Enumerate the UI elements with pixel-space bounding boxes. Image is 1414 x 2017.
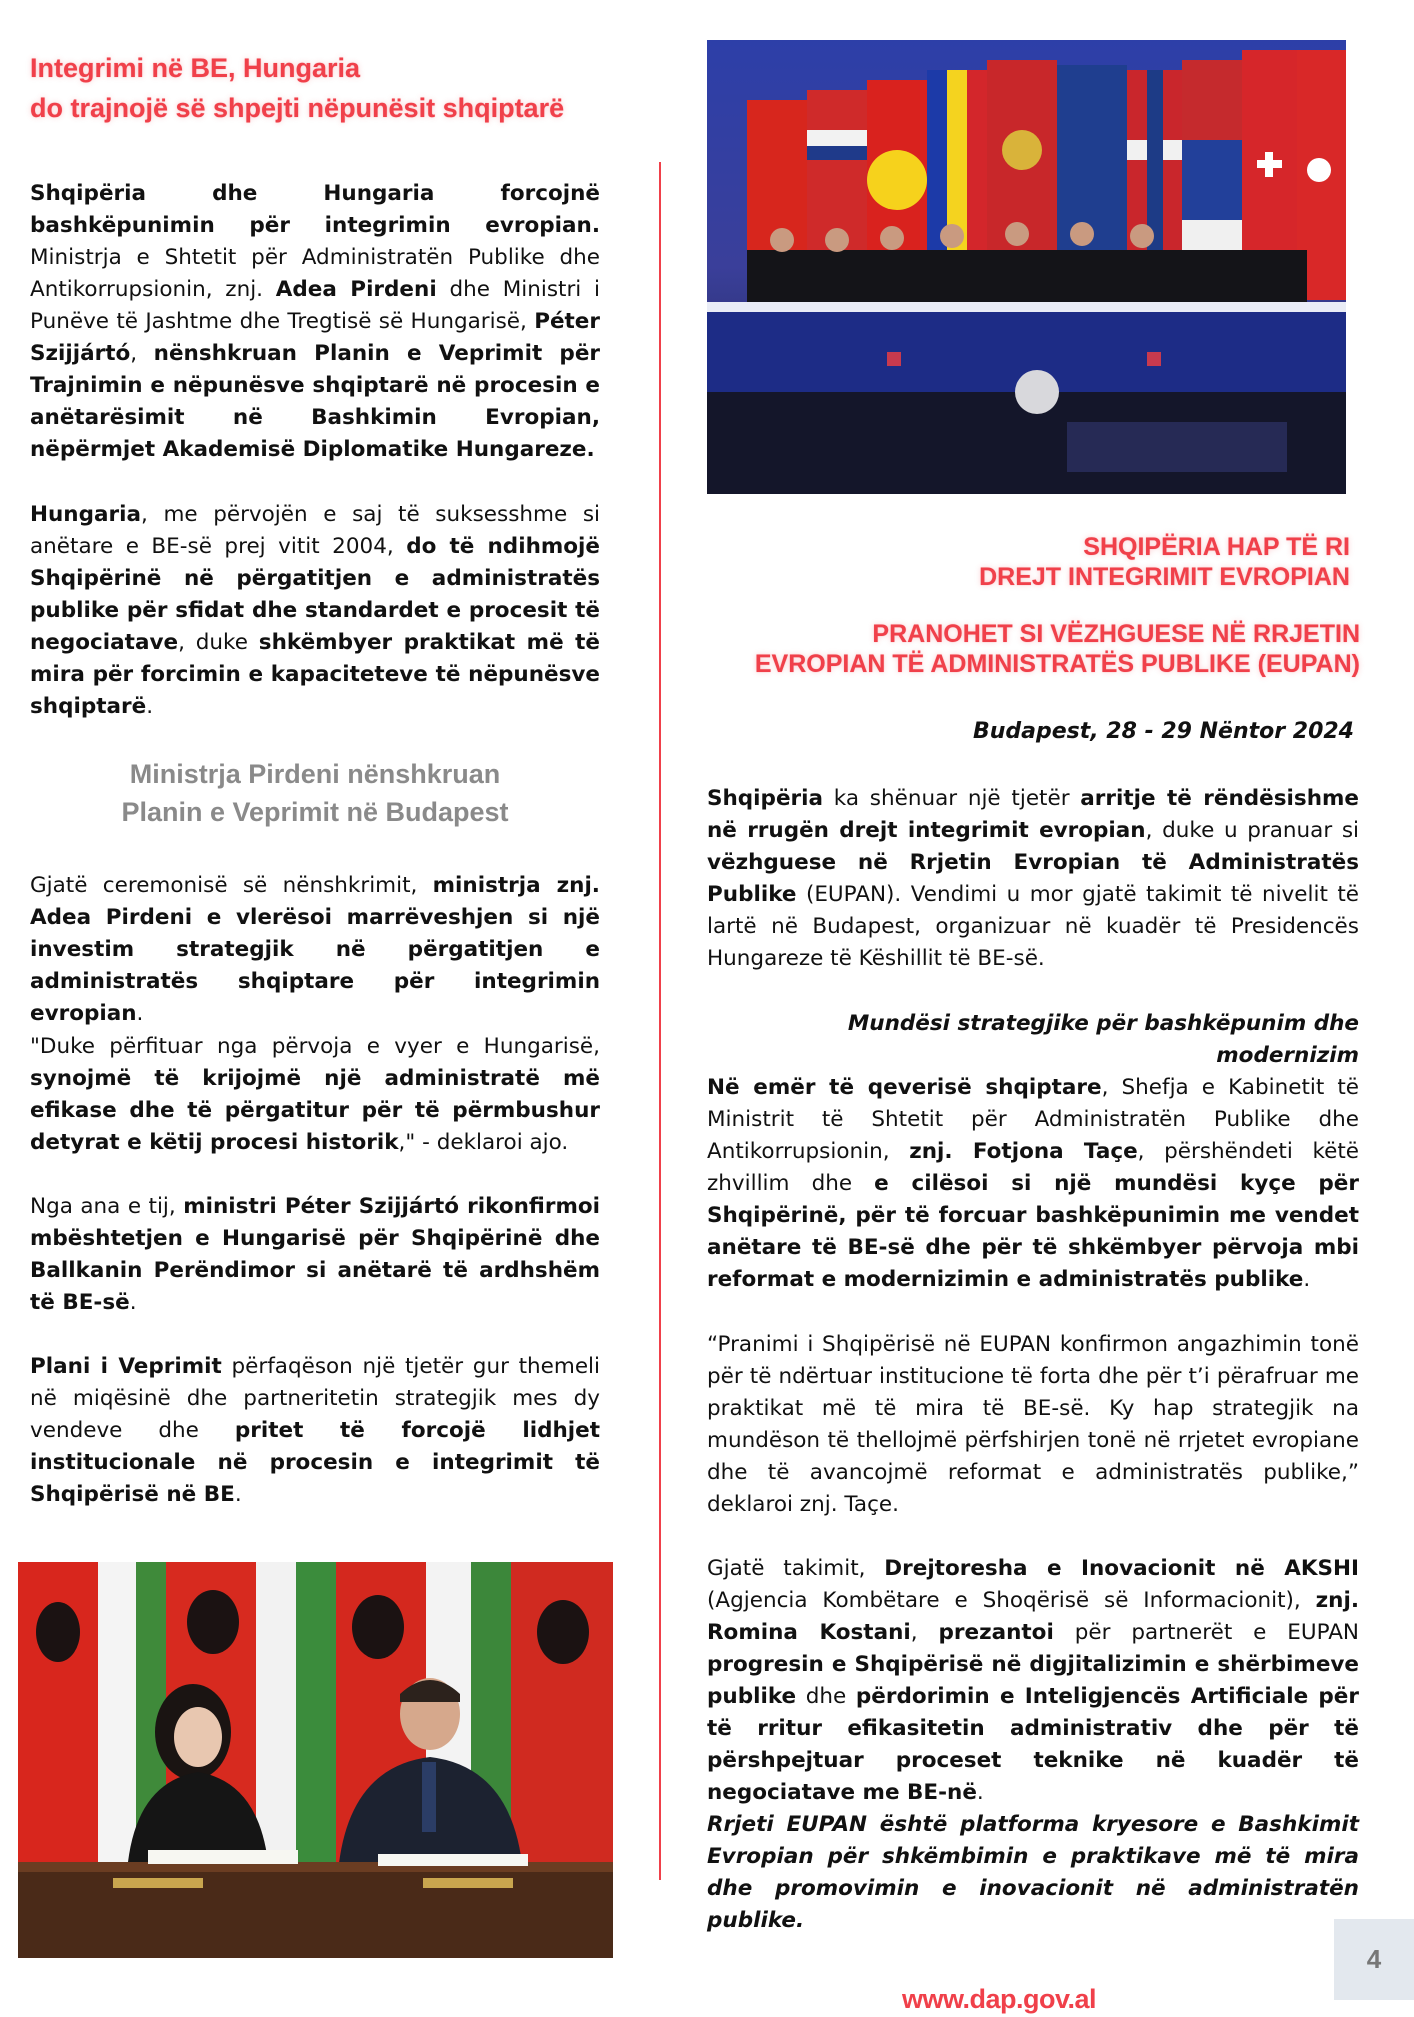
- signing-photo-graphic: [18, 1562, 613, 1958]
- text-segment: vëzhguese në Rrjetin Evropian të Administratës Publike: [707, 850, 1359, 907]
- left-title-line2: do trajnojë së shpejti nëpunësit shqiptarë: [30, 93, 565, 123]
- text-segment: Hungaria: [30, 502, 141, 527]
- right-paragraph-4: [707, 1553, 1359, 1809]
- text-segment: .: [136, 1001, 144, 1026]
- left-subtitle-line2: Planin e Veprimit në Budapest: [121, 797, 509, 827]
- dateline: Budapest, 28 - 29 Nëntor 2024: [972, 719, 1354, 744]
- text-segment: , duke: [178, 630, 259, 655]
- text-segment: ministrja znj. Adea Pirdeni e vlerësoi marrëveshjen si një investim strategjik në përgatitjen e administratës shqiptare për integrimin evropian: [30, 873, 600, 1026]
- text-segment: (EUPAN). Vendimi u mor gjatë takimit të nivelit të lartë në Budapest, organizuar në kuadër të Presidencës Hungareze të Këshillit të BE-së.: [707, 882, 1359, 971]
- text-segment: .: [976, 1780, 984, 1805]
- right-headline-1-line1: SHQIPËRIA HAP TË RI: [1083, 533, 1350, 561]
- text-segment: ,: [910, 1620, 939, 1645]
- text-segment: dhe: [796, 1684, 856, 1709]
- text-segment: Drejtoresha e Inovacionit në AKSHI: [884, 1556, 1359, 1581]
- left-paragraph-6: [30, 1351, 600, 1511]
- text-segment: , duke u pranuar si: [1145, 818, 1359, 843]
- text-segment: .: [1303, 1267, 1311, 1292]
- text-segment: Gjatë ceremonisë së nënshkrimit,: [30, 873, 433, 898]
- text-segment: synojmë të krijojmë një administratë më efikase dhe të përgatitur për të përmbushur detyrat e këtij procesi historik: [30, 1066, 600, 1155]
- text-segment: prezantoi: [938, 1620, 1054, 1645]
- text-segment: pritet të forcojë lidhjet institucionale në procesin e integrimit të Shqipërisë në BE: [30, 1418, 600, 1507]
- text-segment: "Duke përfituar nga përvoja e vyer e Hungarisë,: [30, 1034, 600, 1059]
- left-title-line1: Integrimi në BE, Hungaria: [30, 53, 361, 83]
- text-segment: .: [146, 694, 154, 719]
- text-segment: Ministrja e Shtetit për Administratën Publike dhe Antikorrupsionin, znj.: [30, 245, 600, 302]
- right-headline-2-line2: EVROPIAN TË ADMINISTRATËS PUBLIKE (EUPAN): [754, 650, 1360, 678]
- text-segment: ka shënuar një tjetër: [823, 786, 1081, 811]
- page-number-box: [1334, 1919, 1414, 2000]
- right-headline-1: [660, 532, 1350, 592]
- left-article-title: [30, 48, 650, 128]
- right-subhead: Mundësi strategjike për bashkëpunim dhe modernizim: [847, 1011, 1359, 1068]
- right-paragraph-5: Rrjeti EUPAN është platforma kryesore e Bashkimit Evropian për shkëmbimin e praktikave më të mira dhe promovimin e inovacionit në administratën publike.: [707, 1812, 1359, 1933]
- text-segment: Péter Szijjártó: [30, 309, 600, 366]
- text-segment: znj. Romina Kostani: [707, 1588, 1359, 1645]
- text-segment: , Shefja e Kabinetit të Ministrit të Shtetit për Administratën Publike dhe Antikorrupsionin,: [707, 1075, 1359, 1164]
- left-subtitle-line1: Ministrja Pirdeni nënshkruan: [129, 759, 501, 789]
- signing-ceremony-photo: [18, 1562, 613, 1958]
- left-paragraph-3: [30, 870, 600, 1030]
- text-segment: ," - deklaroi ajo.: [398, 1130, 569, 1155]
- text-segment: përdorimin e Inteligjencës Artificiale për të rritur efikasitetin administrativ dhe për të përshpejtuar proceset teknike në kuadër të negociatave me BE-në: [707, 1684, 1359, 1805]
- text-segment: .: [129, 1290, 137, 1315]
- right-paragraph-3: [707, 1329, 1359, 1521]
- text-segment: (Agjencia Kombëtare e Shoqërisë së Informacionit),: [707, 1588, 1316, 1613]
- left-paragraph-4: [30, 1031, 600, 1159]
- text-segment: nënshkruan Planin e Veprimit për Trajnimin e nëpunësve shqiptarë në procesin e anëtarësimit në Bashkimin Evropian, nëpërmjet Akademisë Diplomatike Hungareze.: [30, 341, 601, 462]
- text-segment: arritje të rëndësishme në rrugën drejt integrimit evropian: [707, 786, 1359, 843]
- text-segment: dhe Ministri i Punëve të Jashtme dhe Tregtisë së Hungarisë,: [30, 277, 600, 334]
- meeting-photo-graphic: [707, 40, 1346, 494]
- text-segment: Nga ana e tij,: [30, 1194, 184, 1219]
- right-headline-2: [660, 619, 1360, 679]
- column-divider: [659, 162, 661, 1880]
- text-segment: progresin e Shqipërisë në digjitalizimin e shërbimeve publike: [707, 1652, 1359, 1709]
- text-segment: znj. Fotjona Taçe: [909, 1139, 1138, 1164]
- text-segment: e cilësoi si një mundësi kyçe për Shqipërinë, për të forcuar bashkëpunimin me vendet anëtare të BE-së dhe për të shkëmbyer përvoja mbi reformat e modernizimin e administratës publike: [707, 1171, 1359, 1292]
- text-segment: “Pranimi i Shqipërisë në EUPAN konfirmon angazhimin tonë për të ndërtuar institucione të forta dhe për t’i përafruar me praktikat më të mira të BE-së. Ky hap strategjik na mundëson të thellojmë përfshirjen tonë në rrjetet evropiane dhe të avancojmë reformat e administratës publike,” deklaroi znj. Taçe.: [707, 1332, 1359, 1517]
- right-paragraph-1: [707, 783, 1359, 975]
- text-segment: Shqipëria: [707, 786, 824, 811]
- right-headline-1-line2: DREJT INTEGRIMIT EVROPIAN: [979, 563, 1350, 591]
- text-segment: , përshëndeti këtë zhvillim dhe: [707, 1139, 1360, 1196]
- text-segment: .: [234, 1482, 242, 1507]
- right-paragraph-2: [707, 1072, 1359, 1296]
- text-segment: shkëmbyer praktikat më të mira për forcimin e kapaciteteve të nëpunësve shqiptarë: [30, 630, 600, 719]
- text-segment: përfaqëson një tjetër gur themeli në miqësinë dhe partneritetin strategjik mes dy vendeve dhe: [30, 1354, 600, 1443]
- text-segment: ministri Péter Szijjártó rikonfirmoi mbështetjen e Hungarisë për Shqipërinë dhe Ballkanin Perëndimor si anëtarë të ardhshëm të BE-së: [30, 1194, 600, 1315]
- text-segment: , me përvojën e saj të suksesshme si anëtare e BE-së prej vitit 2004,: [30, 502, 600, 559]
- left-paragraph-1: [30, 178, 600, 466]
- text-segment: ,: [130, 341, 154, 366]
- text-segment: Shqipëria dhe Hungaria forcojnë bashkëpunimin për integrimin evropian.: [30, 181, 600, 238]
- eupan-meeting-photo: [707, 40, 1346, 494]
- text-segment: Plani i Veprimit: [30, 1354, 222, 1379]
- text-segment: Gjatë takimit,: [707, 1556, 885, 1581]
- text-segment: Në emër të qeverisë shqiptare: [707, 1075, 1102, 1100]
- left-paragraph-2: [30, 499, 600, 723]
- right-headline-2-line1: PRANOHET SI VËZHGUESE NË RRJETIN: [872, 620, 1360, 648]
- website-link[interactable]: www.dap.gov.al: [902, 1984, 1097, 2014]
- text-segment: për partnerët e EUPAN: [1053, 1620, 1359, 1645]
- text-segment: Adea Pirdeni: [275, 277, 437, 302]
- page-number: 4: [1366, 1944, 1382, 1974]
- text-segment: do të ndihmojë Shqipërinë në përgatitjen e administratës publike për sfidat dhe standardet e procesit të negociatave: [30, 534, 600, 655]
- left-subtitle: [30, 755, 600, 831]
- left-paragraph-5: [30, 1191, 600, 1319]
